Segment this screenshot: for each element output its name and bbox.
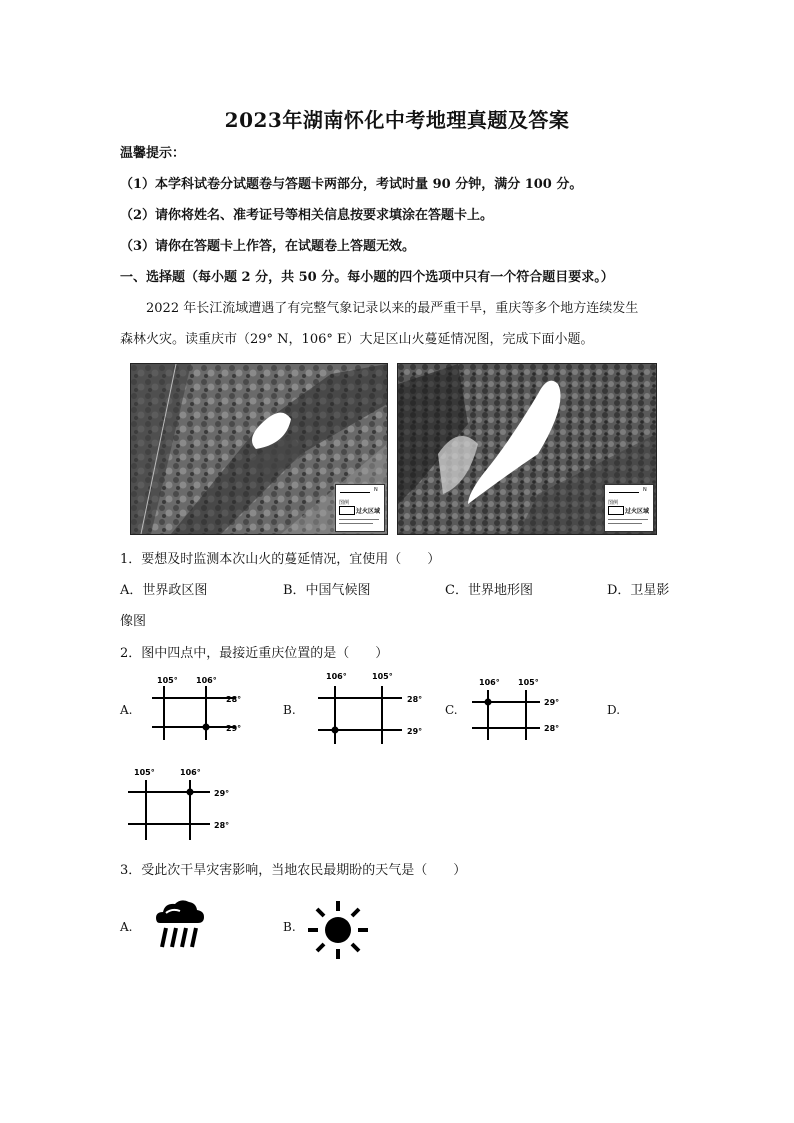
lat-label: 29° xyxy=(544,698,560,707)
q2-option-d-letter[interactable]: D. xyxy=(607,703,621,717)
q2-grid-d xyxy=(124,764,244,848)
lon-label: 105° xyxy=(518,678,539,687)
q3-option-a-letter[interactable]: A. xyxy=(120,920,133,934)
lon-label: 106° xyxy=(196,676,217,685)
map-legend xyxy=(335,484,385,532)
question-2-stem: 2．图中四点中，最接近重庆位置的是（ ） xyxy=(120,646,389,661)
q1-option-c[interactable]: C．世界地形图 xyxy=(445,583,533,598)
lat-label: 29° xyxy=(407,727,423,736)
question-1-stem: 1．要想及时监测本次山火的蔓延情况，宜使用（ ） xyxy=(120,552,441,567)
rain-icon[interactable] xyxy=(152,897,208,955)
north-arrow-icon: N xyxy=(374,487,378,493)
location-dot-icon xyxy=(332,727,339,734)
tip-item: （1）本学科试卷分试题卷与答题卡两部分，考试时量 90 分钟，满分 100 分。 xyxy=(120,177,583,192)
lat-label: 29° xyxy=(214,789,230,798)
intro-text: 森林火灾。读重庆市（29° N，106° E）大足区山火蔓延情况图，完成下面小题。 xyxy=(120,332,594,347)
legend-title: 图例 xyxy=(608,500,619,506)
q3-option-b-letter[interactable]: B. xyxy=(283,920,296,934)
lon-label: 106° xyxy=(326,672,347,681)
q1-option-b[interactable]: B．中国气候图 xyxy=(283,583,371,598)
lon-label: 106° xyxy=(479,678,500,687)
q2-option-a-letter[interactable]: A. xyxy=(120,703,133,717)
legend-title: 图例 xyxy=(339,500,350,506)
legend-burned-label: 过火区域 xyxy=(625,508,650,515)
page-title: 2023年湖南怀化中考地理真题及答案 xyxy=(224,108,570,132)
tip-item: （3）请你在答题卡上作答，在试题卷上答题无效。 xyxy=(120,239,416,254)
q2-grid-c xyxy=(466,674,576,748)
location-dot-icon xyxy=(203,724,210,731)
tips-heading: 温馨提示： xyxy=(120,146,186,161)
lon-label: 106° xyxy=(180,768,201,777)
north-arrow-icon: N xyxy=(643,487,647,493)
burned-area-swatch xyxy=(339,506,355,515)
question-3-stem: 3．受此次干旱灾害影响，当地农民最期盼的天气是（ ） xyxy=(120,863,467,878)
q2-option-b-letter[interactable]: B. xyxy=(283,703,296,717)
section-heading: 一、选择题（每小题 2 分，共 50 分。每小题的四个选项中只有一个符合题目要求。） xyxy=(120,270,614,285)
lat-label: 29° xyxy=(226,724,242,733)
lat-label: 28° xyxy=(407,695,423,704)
lat-label: 28° xyxy=(544,724,560,733)
legend-burned-label: 过火区域 xyxy=(356,508,381,515)
location-dot-icon xyxy=(187,789,194,796)
sun-icon[interactable] xyxy=(305,898,371,966)
lon-label: 105° xyxy=(157,676,178,685)
satellite-image-after xyxy=(397,363,657,535)
lat-label: 28° xyxy=(214,821,230,830)
map-legend xyxy=(604,484,654,532)
lon-label: 105° xyxy=(372,672,393,681)
q1-option-d[interactable]: D．卫星影 xyxy=(607,583,670,598)
intro-text: 2022 年长江流域遭遇了有完整气象记录以来的最严重干旱，重庆等多个地方连续发生 xyxy=(146,301,639,316)
q1-option-a[interactable]: A．世界政区图 xyxy=(120,583,208,598)
q1-option-d-wrap: 像图 xyxy=(120,614,147,629)
lat-label: 28° xyxy=(226,695,242,704)
location-dot-icon xyxy=(485,699,492,706)
satellite-image-before xyxy=(130,363,388,535)
tip-item: （2）请你将姓名、准考证号等相关信息按要求填涂在答题卡上。 xyxy=(120,208,494,223)
q2-grid-b xyxy=(310,668,440,752)
burned-area-swatch xyxy=(608,506,624,515)
q2-option-c-letter[interactable]: C. xyxy=(445,703,458,717)
q2-grid-a xyxy=(140,672,260,746)
lon-label: 105° xyxy=(134,768,155,777)
